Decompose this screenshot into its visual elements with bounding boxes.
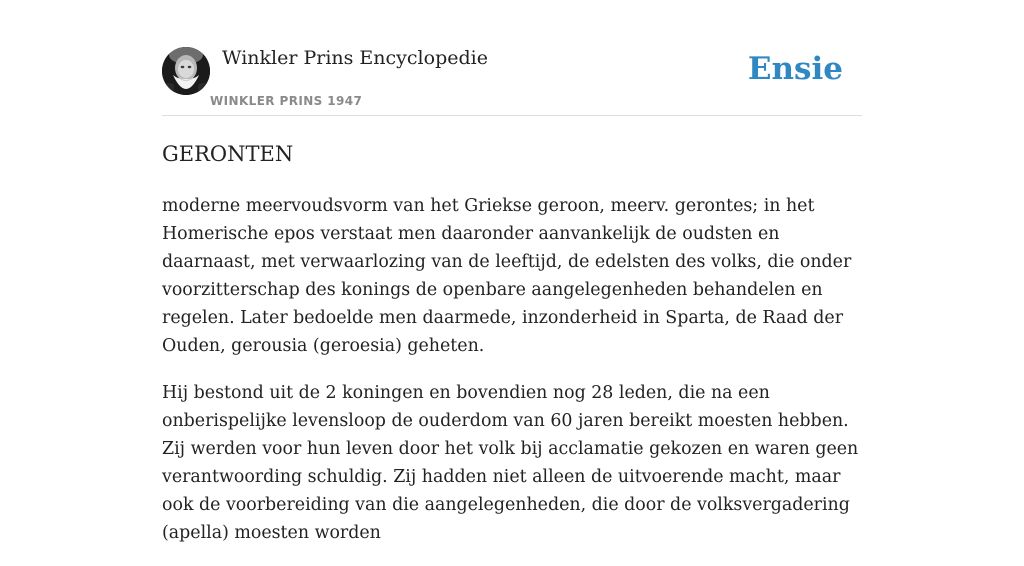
site-header <box>162 0 862 116</box>
article-paragraph: Hij bestond uit de 2 koningen en bovendien nog 28 leden, die na een onberispelijke levensloop de ouderdom van 60 jaren bereikt moesten hebben. Zij werden voor hun leven door het volk bij acclamatie gekozen en waren geen verantwoording schuldig. Zij hadden niet alleen de uitvoerende macht, maar ook de voorbereiding van die aangelegenheden, die door de volksvergadering (apella) moesten worden <box>162 383 859 543</box>
article-card <box>162 0 862 543</box>
author-avatar[interactable] <box>162 47 210 95</box>
article-body <box>162 192 862 566</box>
site-name-link[interactable]: Winkler Prins Encyclopedie <box>222 47 488 69</box>
edition-label[interactable]: WINKLER PRINS 1947 <box>210 94 363 108</box>
portrait-image <box>162 47 210 95</box>
brand-logo-link[interactable]: Ensie <box>747 51 843 87</box>
article-paragraph: moderne meervoudsvorm van het Griekse geroon, meerv. gerontes; in het Homerische epos verstaat men daaronder aanvankelijk de oudsten en daarnaast, met verwaarlozing van de leeftijd, de edelsten des volks, die onder voorzitterschap des konings de openbare aangelegenheden behandelen en regelen. Later bedoelde men daarmede, inzonderheid in Sparta, de Raad der Ouden, gerousia (geroesia) geheten. <box>162 196 852 356</box>
article-title: GERONTEN <box>162 142 294 166</box>
